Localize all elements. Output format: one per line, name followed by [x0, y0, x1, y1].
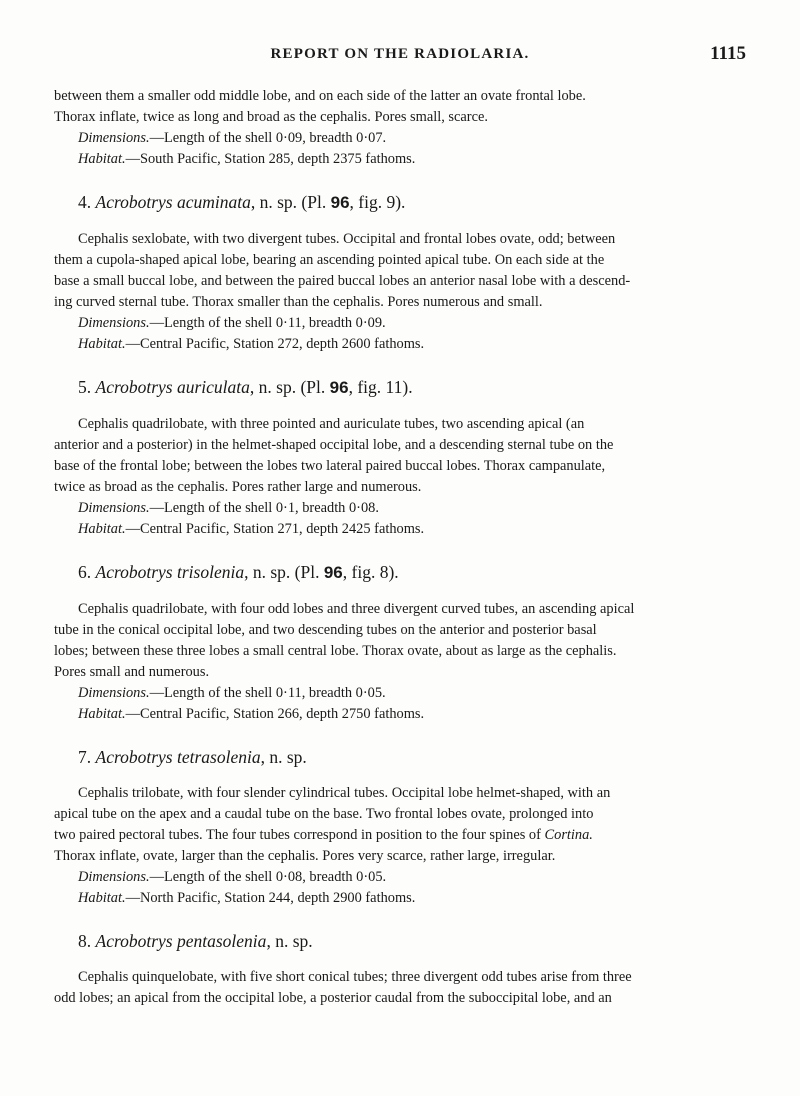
description-line — [54, 825, 746, 846]
description-line: anterior and a posterior) in the helmet-shaped occipital lobe, and a descending sternal tube on the — [54, 437, 614, 453]
species-name: Acrobotrys tetrasolenia — [95, 747, 261, 767]
plate-number: 96 — [330, 193, 350, 212]
habitat-line — [54, 888, 746, 909]
dimensions-text: —Length of the shell 0·08, breadth 0·05. — [149, 869, 387, 885]
species-name: Acrobotrys auriculata — [95, 377, 250, 397]
dimensions-text: —Length of the shell 0·09, breadth 0·07. — [149, 130, 387, 146]
habitat-label: Habitat. — [78, 521, 126, 537]
habitat-line — [54, 149, 746, 170]
description-line: Cephalis quinquelobate, with five short conical tubes; three divergent odd tubes arise from three — [78, 969, 632, 985]
species-number: 8. — [78, 931, 92, 951]
description-line: base of the frontal lobe; between the lobes two lateral paired buccal lobes. Thorax campanulate, — [54, 458, 606, 474]
species-entry-4 — [54, 190, 746, 355]
description-line: Cephalis trilobate, with four slender cylindrical tubes. Occipital lobe helmet-shaped, with an — [78, 785, 611, 801]
habitat-label: Habitat. — [78, 890, 126, 906]
species-nsp: , n. sp. (Pl. — [249, 377, 326, 397]
description-line: Pores small and numerous. — [54, 664, 210, 680]
species-heading — [54, 190, 746, 215]
page — [0, 43, 800, 1096]
habitat-line — [54, 334, 746, 355]
habitat-line — [54, 704, 746, 725]
description-line: Cephalis quadrilobate, with three pointed and auriculate tubes, two ascending apical (an — [78, 416, 585, 432]
species-number: 4. — [78, 192, 92, 212]
habitat-line — [54, 519, 746, 540]
species-heading — [54, 560, 746, 585]
intro-line: Thorax inflate, twice as long and broad as the cephalis. Pores small, scarce. — [54, 109, 488, 125]
dimensions-label: Dimensions. — [78, 315, 150, 331]
dimensions-line — [54, 313, 746, 334]
species-entry-8 — [54, 929, 746, 1009]
description-line: twice as broad as the cephalis. Pores rather large and numerous. — [54, 479, 422, 495]
species-number: 7. — [78, 747, 92, 767]
species-heading — [54, 929, 746, 953]
figure-ref: , fig. 9). — [349, 192, 406, 212]
dimensions-label: Dimensions. — [78, 869, 150, 885]
dimensions-label: Dimensions. — [78, 130, 150, 146]
habitat-text: —Central Pacific, Station 271, depth 2425 fathoms. — [125, 521, 425, 537]
dimensions-text: —Length of the shell 0·11, breadth 0·05. — [149, 685, 386, 701]
description-line: lobes; between these three lobes a small central lobe. Thorax ovate, about as large as the cephalis. — [54, 643, 617, 659]
species-name: Acrobotrys pentasolenia — [95, 931, 267, 951]
species-nsp: , n. sp. (Pl. — [250, 192, 327, 212]
species-entry-7 — [54, 745, 746, 909]
dimensions-line — [54, 867, 746, 888]
species-entry-5 — [54, 375, 746, 540]
species-nsp: , n. sp. — [266, 931, 313, 951]
plate-number: 96 — [323, 563, 343, 582]
species-name: Acrobotrys trisolenia — [95, 562, 245, 582]
dimensions-label: Dimensions. — [78, 500, 150, 516]
species-heading — [54, 375, 746, 400]
page-header — [54, 43, 746, 86]
species-number: 5. — [78, 377, 92, 397]
habitat-text: —South Pacific, Station 285, depth 2375 fathoms. — [125, 151, 416, 167]
habitat-label: Habitat. — [78, 151, 126, 167]
habitat-text: —North Pacific, Station 244, depth 2900 fathoms. — [125, 890, 416, 906]
dimensions-line — [54, 683, 746, 704]
description-line: tube in the conical occipital lobe, and two descending tubes on the anterior and posterior basal — [54, 622, 597, 638]
description-text: two paired pectoral tubes. The four tubes correspond in position to the four spines of — [54, 827, 541, 843]
habitat-text: —Central Pacific, Station 272, depth 2600 fathoms. — [125, 336, 425, 352]
habitat-label: Habitat. — [78, 706, 126, 722]
genus-reference: Cortina. — [544, 827, 593, 843]
species-heading — [54, 745, 746, 769]
species-entry-6 — [54, 560, 746, 725]
description-line: Cephalis sexlobate, with two divergent tubes. Occipital and frontal lobes ovate, odd; between — [78, 231, 616, 247]
description-line: base a small buccal lobe, and between the paired buccal lobes an anterior nasal lobe with a descend- — [54, 273, 631, 289]
figure-ref: , fig. 8). — [342, 562, 399, 582]
dimensions-line — [54, 128, 746, 149]
species-nsp: , n. sp. (Pl. — [244, 562, 320, 582]
species-nsp: , n. sp. — [260, 747, 307, 767]
plate-number: 96 — [329, 378, 349, 397]
dimensions-line — [54, 498, 746, 519]
intro-line: between them a smaller odd middle lobe, and on each side of the latter an ovate frontal lobe. — [54, 88, 586, 104]
description-line: apical tube on the apex and a caudal tube on the base. Two frontal lobes ovate, prolonged into — [54, 806, 594, 822]
habitat-label: Habitat. — [78, 336, 126, 352]
description-line: ing curved sternal tube. Thorax smaller than the cephalis. Pores numerous and small. — [54, 294, 543, 310]
habitat-text: —Central Pacific, Station 266, depth 2750 fathoms. — [125, 706, 425, 722]
dimensions-text: —Length of the shell 0·1, breadth 0·08. — [149, 500, 379, 516]
dimensions-text: —Length of the shell 0·11, breadth 0·09. — [149, 315, 386, 331]
description-line: Thorax inflate, ovate, larger than the cephalis. Pores very scarce, rather large, irregular. — [54, 848, 556, 864]
species-name: Acrobotrys acuminata — [95, 192, 251, 212]
species-number: 6. — [78, 562, 92, 582]
dimensions-label: Dimensions. — [78, 685, 150, 701]
description-line: odd lobes; an apical from the occipital lobe, a posterior caudal from the suboccipital lobe, and an — [54, 990, 612, 1006]
intro-section — [54, 86, 746, 170]
figure-ref: , fig. 11). — [348, 377, 413, 397]
description-line: them a cupola-shaped apical lobe, bearing an ascending pointed apical tube. On each side at the — [54, 252, 605, 268]
page-number: 1115 — [710, 43, 746, 64]
description-line: Cephalis quadrilobate, with four odd lobes and three divergent curved tubes, an ascending apical — [78, 601, 635, 617]
running-title: REPORT ON THE RADIOLARIA. — [270, 46, 530, 62]
